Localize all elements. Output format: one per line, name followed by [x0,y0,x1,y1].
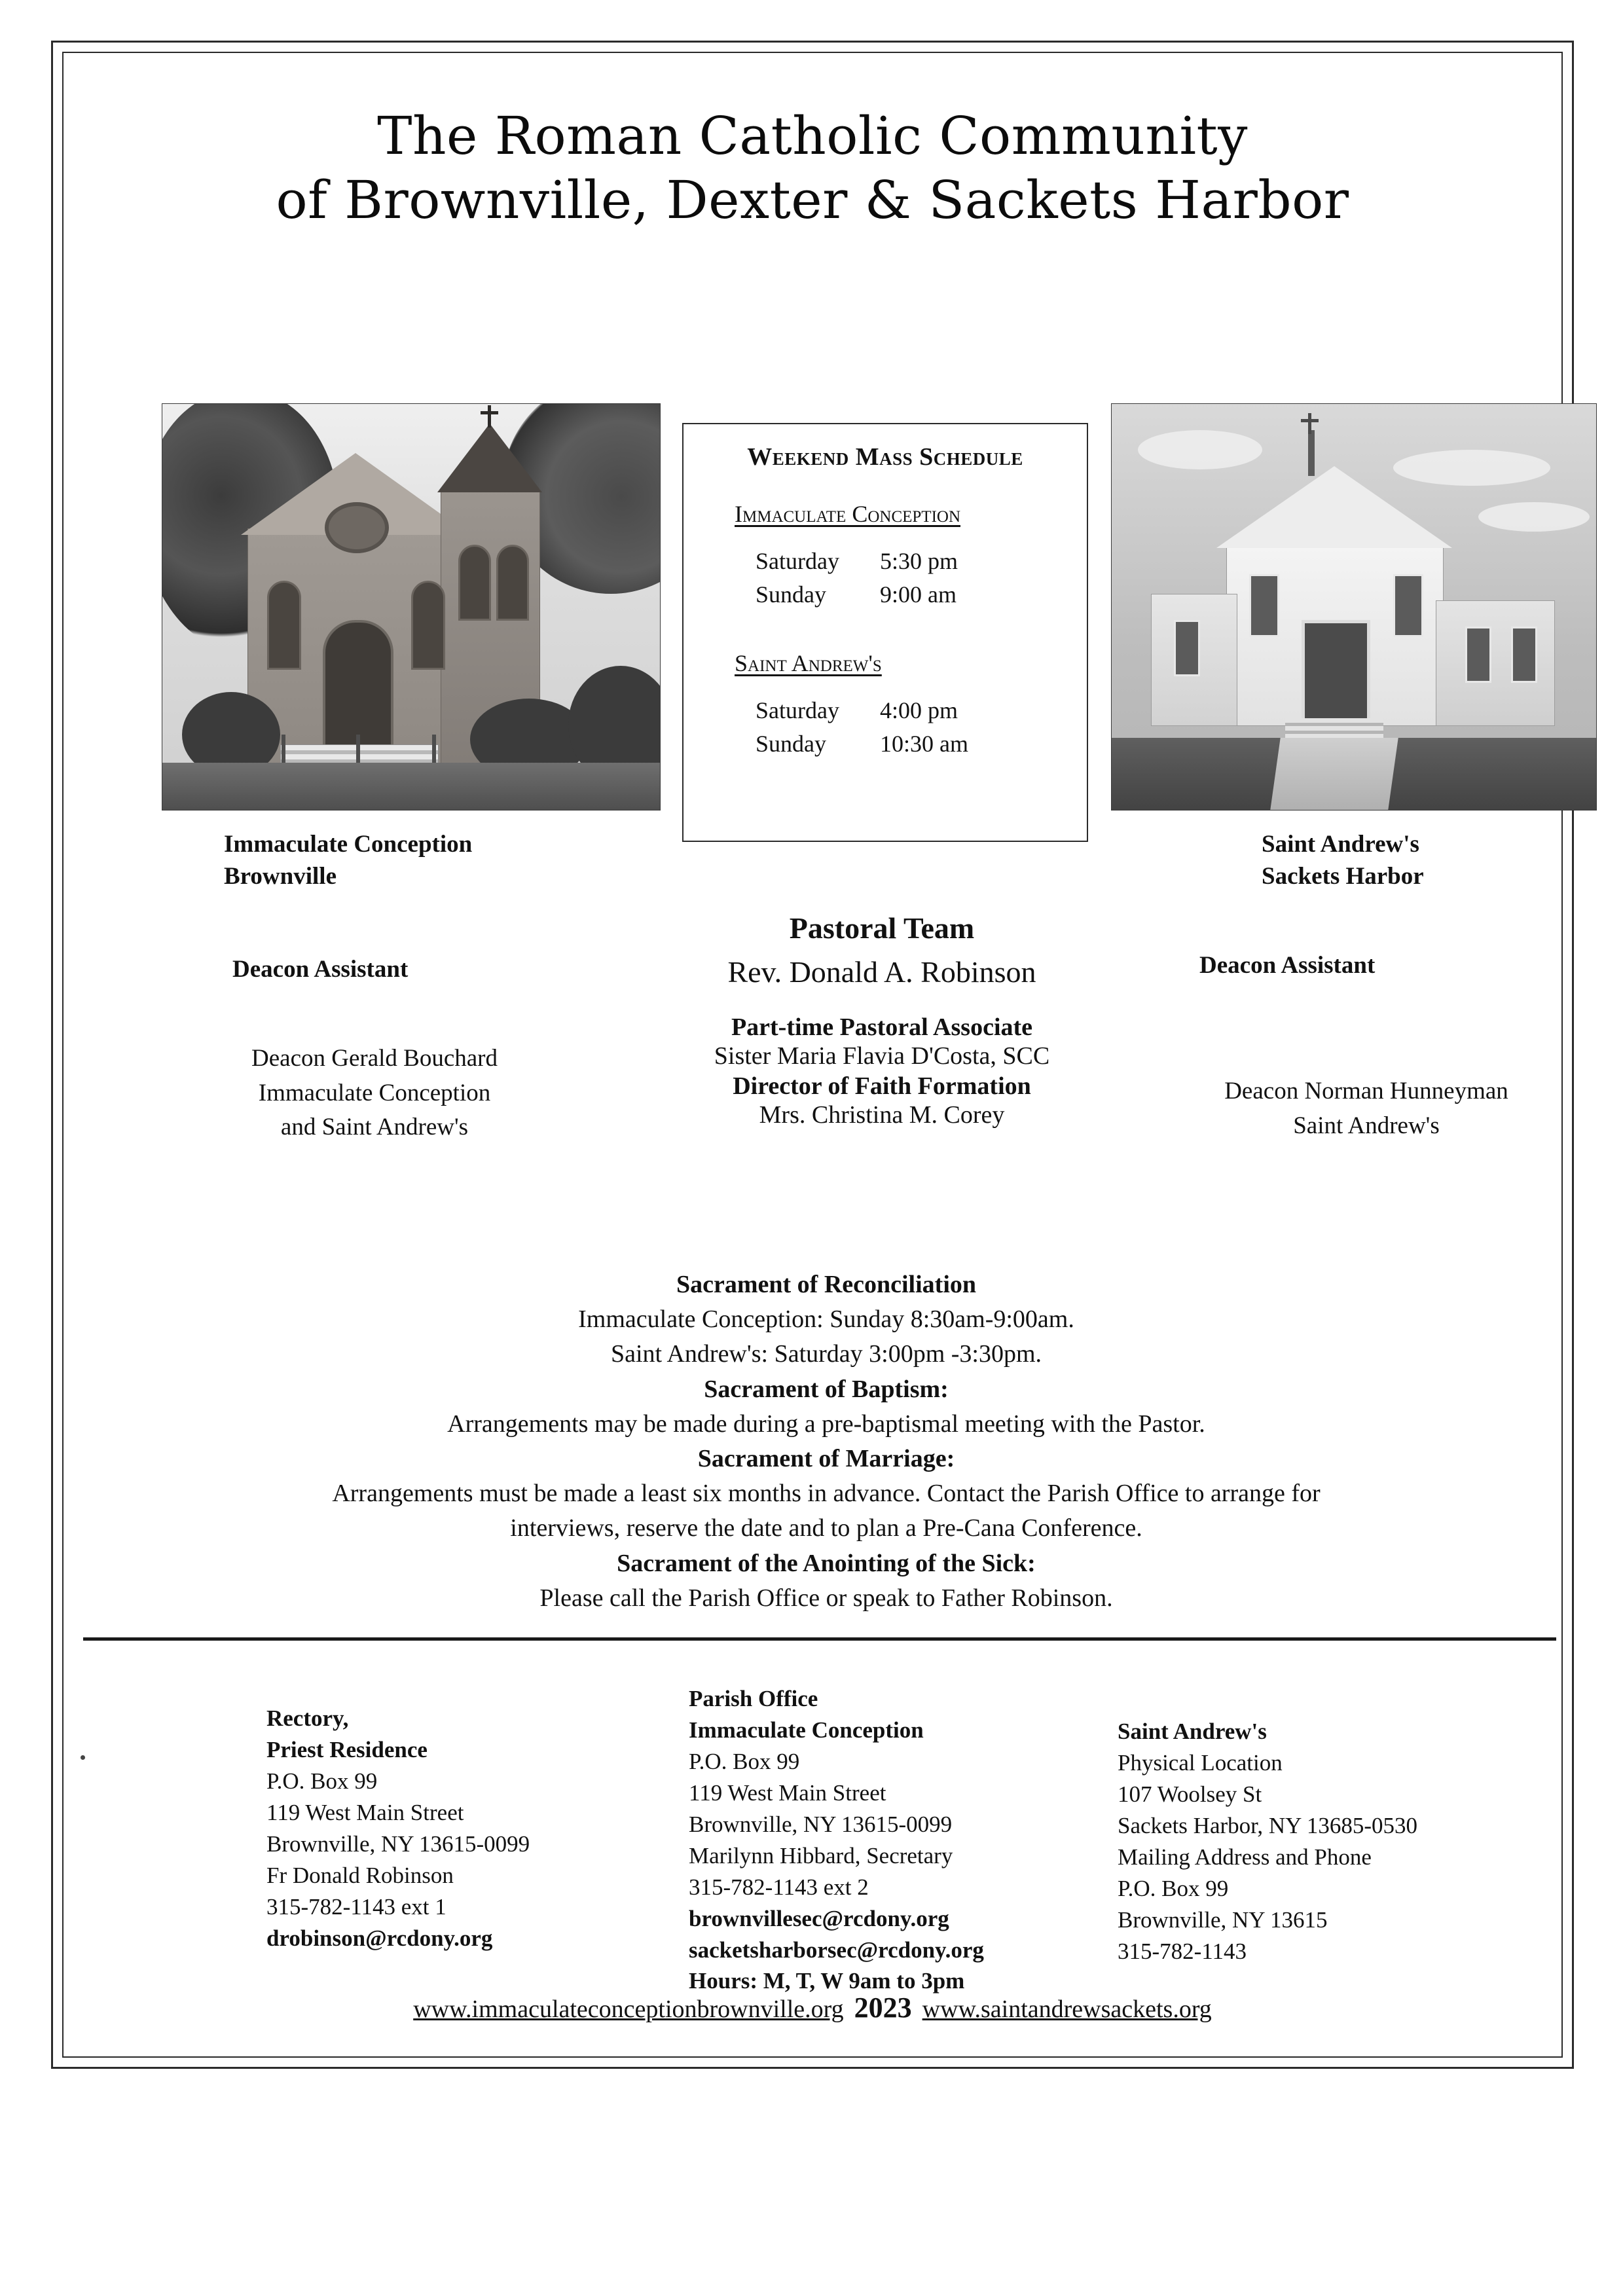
mass-times-saint-andrews [684,694,1087,761]
sacrament-marriage-line: interviews, reserve the date and to plan a Pre-Cana Conference. [510,1514,1142,1542]
window-shape [1393,574,1423,637]
sacrament-baptism-heading: Sacrament of Baptism: [704,1375,949,1403]
arch-window-shape [496,545,529,621]
rectory-line: 119 West Main Street [266,1799,464,1825]
sacraments-block [168,1267,1484,1616]
title-line-1: The Roman Catholic Community [377,105,1248,166]
parish-office-heading-line2: Immaculate Conception [689,1717,924,1743]
parish-office-hours: Hours: M, T, W 9am to 3pm [689,1968,965,1994]
mass-time-row [756,727,1087,761]
mass-times-immaculate [684,545,1087,611]
arch-window-shape [267,581,301,670]
rectory-line: Fr Donald Robinson [266,1862,454,1888]
window-shape [1174,620,1200,676]
deacon-parish: Immaculate Conception [258,1079,491,1106]
rectory-line: 315-782-1143 ext 1 [266,1893,447,1920]
bulletin-page [51,41,1574,2069]
faith-formation-role: Director of Faith Formation [733,1072,1031,1100]
parish-office-line: Marilynn Hibbard, Secretary [689,1842,953,1868]
saint-andrews-line: P.O. Box 99 [1118,1875,1229,1901]
mass-day: Sunday [756,731,826,757]
parish-office-contact-column [689,1683,1095,1997]
parish-office-heading-line1: Parish Office [689,1686,818,1711]
page-inner-border [62,52,1563,2058]
parish-office-line: 119 West Main Street [689,1779,886,1806]
pastoral-associate-role: Part-time Pastoral Associate [731,1013,1033,1041]
parish-office-line: P.O. Box 99 [689,1748,800,1774]
saint-andrews-line: Brownville, NY 13615 [1118,1906,1328,1933]
mass-day: Sunday [756,581,826,608]
pastoral-team-block [574,911,1190,1129]
rose-window-shape [325,502,389,553]
saint-andrews-line: 315-782-1143 [1118,1938,1247,1964]
website-immaculate-conception-link[interactable]: www.immaculateconceptionbrownville.org [413,1995,844,2023]
pastoral-associate-name: Sister Maria Flavia D'Costa, SCC [714,1042,1050,1070]
deacon-assistant-left-details [198,1042,551,1145]
rectory-heading-line2: Priest Residence [266,1736,428,1762]
caption-line: Sackets Harbor [1262,862,1424,890]
mass-time: 9:00 am [880,581,957,608]
footer-contact-block [64,1683,1561,2030]
cloud-shape [1478,502,1590,532]
title-line-2: of Brownville, Dexter & Sackets Harbor [276,169,1349,230]
rectory-line: P.O. Box 99 [266,1768,378,1794]
mass-time: 4:00 pm [880,697,958,724]
cross-icon [1308,413,1311,434]
website-line [64,1991,1561,2024]
parish-office-line: Brownville, NY 13615-0099 [689,1811,953,1837]
arch-window-shape [458,545,491,621]
arch-window-shape [411,581,445,670]
mass-time: 10:30 am [880,731,968,757]
deacon-assistant-right-details [1157,1074,1576,1143]
ground-shape [162,763,660,810]
saint-andrews-line: 107 Woolsey St [1118,1781,1262,1807]
caption-line: Brownville [224,862,337,890]
mass-parish-name-saint-andrews: Saint Andrew's [735,650,882,677]
mass-day: Saturday [756,548,839,574]
saint-andrews-line: Physical Location [1118,1749,1283,1776]
sacrament-baptism-text: Arrangements may be made during a pre-baptismal meeting with the Pastor. [447,1410,1205,1438]
rectory-heading-line1: Rectory, [266,1705,349,1731]
sacrament-anointing-heading: Sacrament of the Anointing of the Sick: [617,1549,1036,1577]
deacon-parish: and Saint Andrew's [280,1114,469,1141]
saint-andrews-heading: Saint Andrew's [1118,1719,1267,1744]
window-shape [1249,574,1279,637]
saint-andrews-photo [1111,403,1597,811]
caption-saint-andrews [1262,829,1424,893]
parish-office-email-sackets[interactable]: sacketsharborsec@rcdony.org [689,1937,984,1963]
cross-icon [488,405,491,428]
deacon-assistant-left-heading: Deacon Assistant [232,956,409,983]
faith-formation-name: Mrs. Christina M. Corey [759,1101,1005,1129]
sacrament-marriage-heading: Sacrament of Marriage: [697,1444,955,1472]
sacrament-reconciliation-heading: Sacrament of Reconciliation [676,1271,977,1298]
rectory-contact-column [266,1703,659,1954]
saint-andrews-line: Sackets Harbor, NY 13685-0530 [1118,1812,1418,1838]
mass-time-row [756,545,1087,578]
page-title [64,104,1561,232]
deacon-name: Deacon Norman Hunneyman [1224,1078,1508,1104]
church-door-shape [1302,620,1370,728]
sacrament-anointing-text: Please call the Parish Office or speak to Father Robinson. [539,1584,1113,1612]
mass-time-row [756,694,1087,727]
steeple-shape [1308,430,1315,476]
deacon-parish: Saint Andrew's [1293,1112,1440,1139]
rectory-line: Brownville, NY 13615-0099 [266,1831,530,1857]
cloud-shape [1138,430,1262,469]
mass-schedule-heading: Weekend Mass Schedule [747,443,1023,471]
pastoral-team-heading: Pastoral Team [789,911,975,945]
sacrament-marriage-line: Arrangements must be made a least six months in advance. Contact the Parish Office to arrange for [332,1480,1321,1508]
caption-line: Immaculate Conception [224,831,473,858]
window-shape [1511,627,1537,683]
window-shape [1465,627,1491,683]
mass-time-row [756,578,1087,611]
parish-office-line: 315-782-1143 ext 2 [689,1874,869,1900]
church-gable-shape [1216,466,1452,548]
pastor-name: Rev. Donald A. Robinson [727,955,1036,989]
walkway-shape [1270,738,1398,810]
church-spire-shape [437,424,542,492]
saint-andrews-contact-column [1118,1716,1550,1967]
caption-immaculate-conception [224,829,472,893]
weekend-mass-schedule-box [682,423,1088,842]
deacon-name: Deacon Gerald Bouchard [251,1045,498,1072]
mass-time: 5:30 pm [880,548,958,574]
deacon-assistant-right-heading: Deacon Assistant [1199,952,1376,979]
mass-day: Saturday [756,697,839,724]
caption-line: Saint Andrew's [1262,831,1419,858]
rectory-email[interactable]: drobinson@rcdony.org [266,1925,493,1951]
bulletin-year: 2023 [854,1992,912,2024]
sacrament-reconciliation-line: Saint Andrew's: Saturday 3:00pm -3:30pm. [610,1340,1042,1368]
immaculate-conception-photo [162,403,661,811]
mass-parish-name-immaculate: Immaculate Conception [735,501,960,527]
saint-andrews-line: Mailing Address and Phone [1118,1844,1372,1870]
sacrament-reconciliation-line: Immaculate Conception: Sunday 8:30am-9:00am. [578,1305,1074,1334]
footer-divider [83,1637,1556,1641]
website-saint-andrews-link[interactable]: www.saintandrewsackets.org [922,1995,1212,2023]
parish-office-email-brownville[interactable]: brownvillesec@rcdony.org [689,1905,949,1931]
